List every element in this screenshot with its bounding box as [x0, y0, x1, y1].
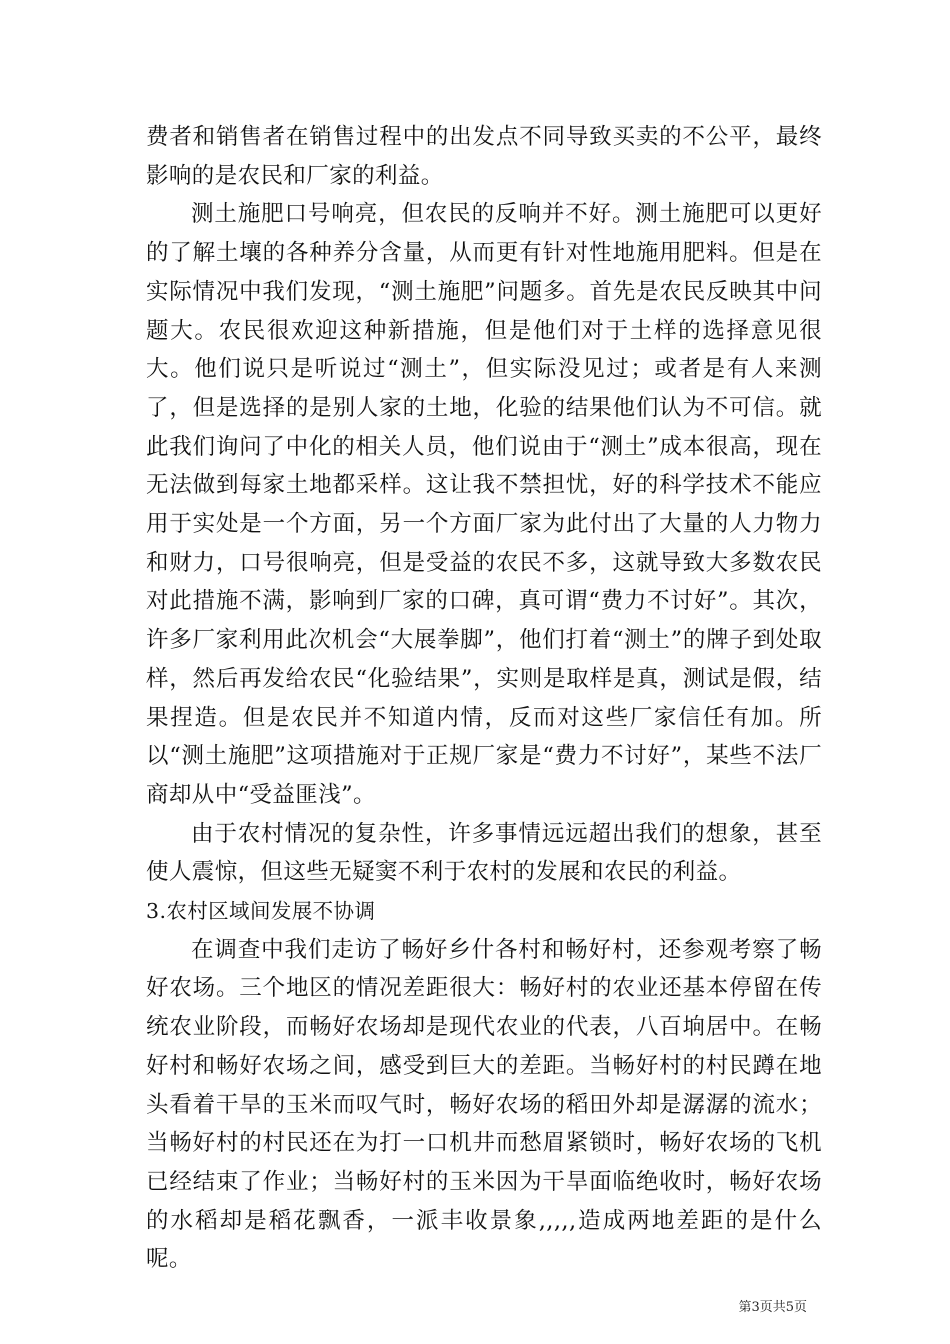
page-number-footer: 第3页共5页	[738, 1300, 807, 1315]
section-heading: 3.农村区域间发展不协调	[146, 899, 376, 924]
paragraph-continuation: 费者和销售者在销售过程中的出发点不同导致买卖的不公平，最终影响的是农民和厂家的利益。	[146, 124, 822, 189]
document-body	[146, 118, 822, 1279]
paragraph-regional-gap: 在调查中我们走访了畅好乡什各村和畅好村，还参观考察了畅好农场。三个地区的情况差距很大：畅好村的农业还基本停留在传统农业阶段，而畅好农场却是现代农业的代表，八百垧居中。在畅好村和畅好农场之间，感受到巨大的差距。当畅好村的村民蹲在地头看着干旱的玉米而叹气时，畅好农场的稻田外却是潺潺的流水；当畅好村的村民还在为打一口机井而愁眉紧锁时，畅好农场的飞机已经结束了作业；当畅好村的玉米因为干旱面临绝收时，畅好农场的水稻却是稻花飘香，一派丰收景象,,,,,造成两地差距的是什么呢。	[146, 936, 822, 1273]
paragraph-rural-complexity: 由于农村情况的复杂性，许多事情远远超出我们的想象，甚至使人震惊，但这些无疑窦不利于农村的发展和农民的利益。	[146, 820, 822, 886]
paragraph-soil-testing: 测土施肥口号响亮，但农民的反响并不好。测土施肥可以更好的了解土壤的各种养分含量，从而更有针对性地施用肥料。但是在实际情况中我们发现，“测土施肥”问题多。首先是农民反映其中问题大。农民很欢迎这种新措施，但是他们对于土样的选择意见很大。他们说只是听说过“测土”，但实际没见过；或者是有人来测了，但是选择的是别人家的土地，化验的结果他们认为不可信。就此我们询问了中化的相关人员，他们说由于“测土”成本很高，现在无法做到每家土地都采样。这让我不禁担忧，好的科学技术不能应用于实处是一个方面，另一个方面厂家为此付出了大量的人力物力和财力，口号很响亮，但是受益的农民不多，这就导致大多数农民对此措施不满，影响到厂家的口碑，真可谓“费力不讨好”。其次，许多厂家利用此次机会“大展拳脚”，他们打着“测土”的牌子到处取样，然后再发给农民“化验结果”，实则是取样是真，测试是假，结果捏造。但是农民并不知道内情，反而对这些厂家信任有加。所以“测土施肥”这项措施对于正规厂家是“费力不讨好”，某些不法厂商却从中“受益匪浅”。	[146, 201, 822, 808]
